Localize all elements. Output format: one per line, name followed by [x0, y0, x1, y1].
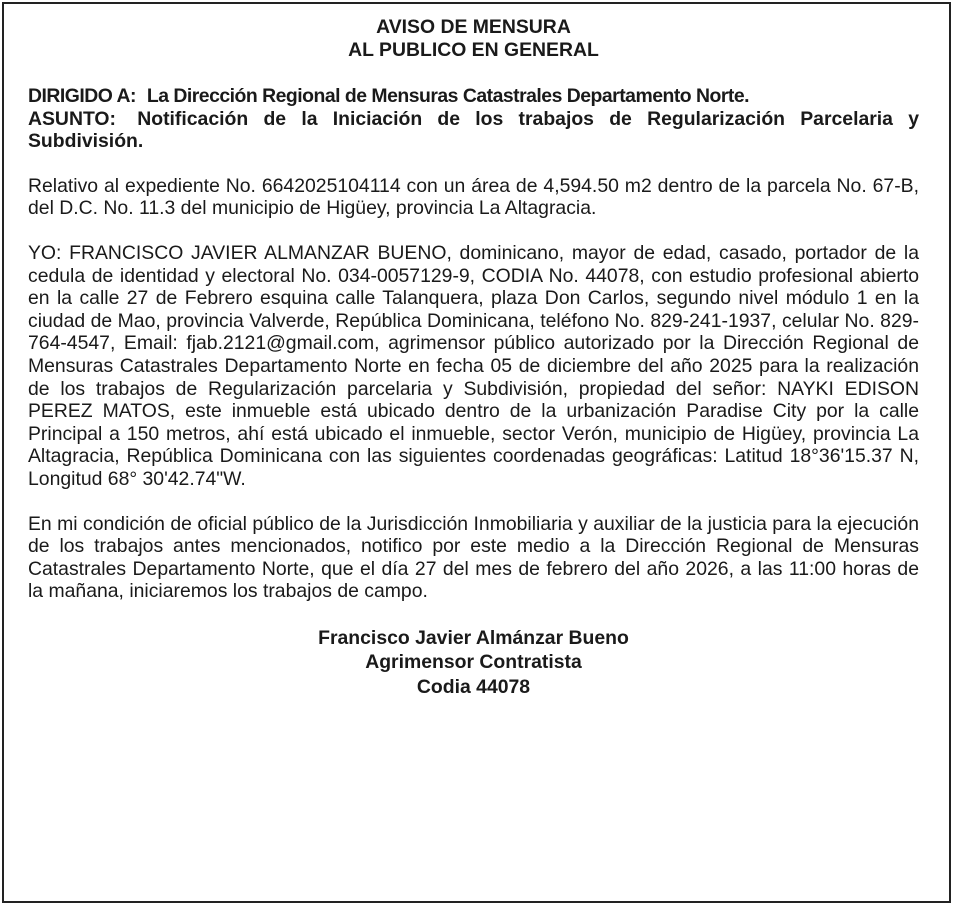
paragraph-declaracion: YO: FRANCISCO JAVIER ALMANZAR BUENO, dominicano, mayor de edad, casado, portador de la cedula de identidad y electoral No. 034-0057129-9, CODIA No. 44078, con estudio profesional abierto en la calle 27 de Febrero esquina calle Talanquera, plaza Don Carlos, segundo nivel módulo 1 en la ciudad de Mao, provincia Valverde, República Dominicana, teléfono No. 829-241-1937, celular No. 829-764-4547, Email: fjab.2121@gmail.com, agrimensor público autorizado por la Dirección Regional de Mensuras Catastrales Departamento Norte en fecha 05 de diciembre del año 2025 para la realización de los trabajos de Regularización parcelaria y Subdivisión, propiedad del señor: NAYKI EDISON PEREZ MATOS, este inmueble está ubicado dentro de la urbanización Paradise City por la calle Principal a 150 metros, ahí está ubicado el inmueble, sector Verón, municipio de Higüey, provincia La Altagracia, República Dominicana con las siguientes coordenadas geográficas: Latitud 18°36'15.37 N, Longitud 68° 30'42.74"W.: [28, 241, 919, 490]
notice-document: [2, 2, 951, 903]
signature-name: Francisco Javier Almánzar Bueno: [318, 626, 629, 649]
paragraph-expediente: Relativo al expediente No. 6642025104114 con un área de 4,594.50 m2 dentro de la parcela No. 67-B, del D.C. No. 11.3 del municipio de Higüey, provincia La Altagracia.: [28, 174, 919, 220]
signature-block: [28, 626, 919, 700]
asunto-text: Notificación de la Iniciación de los trabajos de Regularización Parcelaria y Subdivisión.: [28, 107, 919, 153]
title-line-2: AL PUBLICO EN GENERAL: [348, 39, 599, 61]
dirigido-text: La Dirección Regional de Mensuras Catastrales Departamento Norte.: [146, 85, 750, 107]
notice-title: [28, 16, 919, 62]
signature-codia: Codia 44078: [416, 675, 531, 698]
dirigido-label: DIRIGIDO A:: [28, 85, 136, 107]
dirigido-line: [28, 85, 919, 108]
title-line-1: AVISO DE MENSURA: [376, 16, 571, 38]
signature-role: Agrimensor Contratista: [365, 651, 582, 674]
paragraph-notificacion: En mi condición de oficial público de la Jurisdicción Inmobiliaria y auxiliar de la justicia para la ejecución de los trabajos antes mencionados, notifico por este medio a la Dirección Regional de Mensuras Catastrales Departamento Norte, que el día 27 del mes de febrero del año 2026, a las 11:00 horas de la mañana, iniciaremos los trabajos de campo.: [28, 512, 919, 603]
notice-header: [28, 85, 919, 153]
asunto-label: ASUNTO:: [28, 107, 116, 130]
asunto-line: [28, 108, 919, 153]
